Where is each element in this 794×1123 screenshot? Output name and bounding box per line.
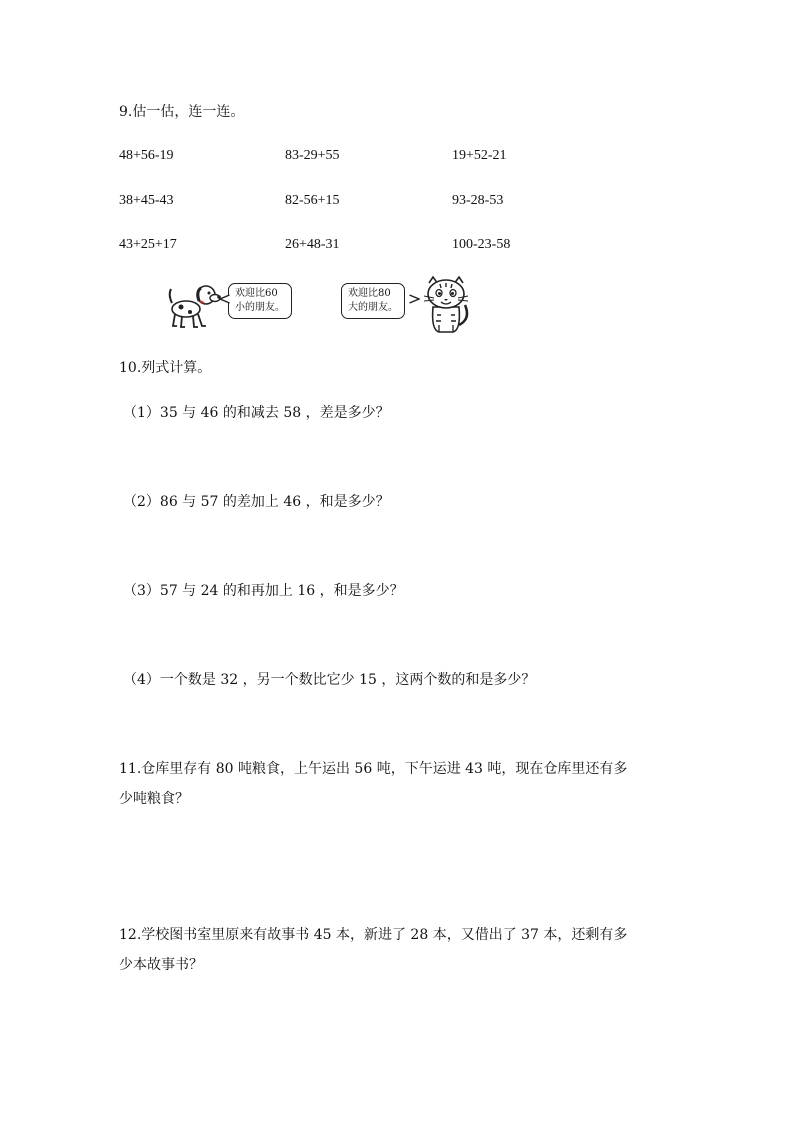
cat-bubble-tail-icon (409, 294, 420, 304)
dog-speech-bubble (228, 283, 292, 319)
q10-item-3: （3）57 与 24 的和再加上 16 ，和是多少？ (123, 583, 404, 599)
q9-expr-r3-c1: 43+25+17 (119, 237, 177, 252)
q9-expr-r1-c2: 83-29+55 (285, 148, 340, 163)
q9-expr-r1-c1: 48+56-19 (119, 148, 174, 163)
q10-title: 10.列式计算。 (119, 360, 212, 376)
cat-speech-bubble (341, 283, 405, 319)
q10-item-1: （1）35 与 46 的和减去 58 ，差是多少？ (123, 405, 390, 421)
cat-bubble-line-1: 欢迎比80 (348, 288, 391, 299)
cat-bubble-line-2: 大的朋友。 (348, 302, 398, 313)
q9-expr-r2-c1: 38+45-43 (119, 193, 174, 208)
dog-bubble-tail-icon (219, 294, 230, 304)
dog-illustration (166, 281, 222, 331)
q9-expr-r3-c3: 100-23-58 (452, 237, 511, 252)
q9-expr-r2-c2: 82-56+15 (285, 193, 340, 208)
cat-illustration (421, 275, 471, 335)
q9-expr-r1-c3: 19+52-21 (452, 148, 507, 163)
dog-bubble-line-1: 欢迎比60 (235, 288, 278, 299)
q12-line-2: 少本故事书？ (119, 957, 203, 973)
q9-title: 9.估一估，连一连。 (119, 104, 245, 120)
q11-line-2: 少吨粮食？ (119, 791, 189, 807)
q10-item-2: （2）86 与 57 的差加上 46 ，和是多少？ (123, 494, 390, 510)
dog-bubble-line-2: 小的朋友。 (235, 302, 285, 313)
q9-expr-r2-c3: 93-28-53 (452, 193, 504, 208)
q12-line-1: 12.学校图书室里原来有故事书 45 本，新进了 28 本，又借出了 37 本，还剩有多 (119, 927, 628, 943)
q10-item-4: （4）一个数是 32 ，另一个数比它少 15 ，这两个数的和是多少？ (123, 672, 536, 688)
q9-expr-r3-c2: 26+48-31 (285, 237, 340, 252)
q11-line-1: 11.仓库里存有 80 吨粮食，上午运出 56 吨，下午运进 43 吨，现在仓库里还有多 (119, 761, 628, 777)
